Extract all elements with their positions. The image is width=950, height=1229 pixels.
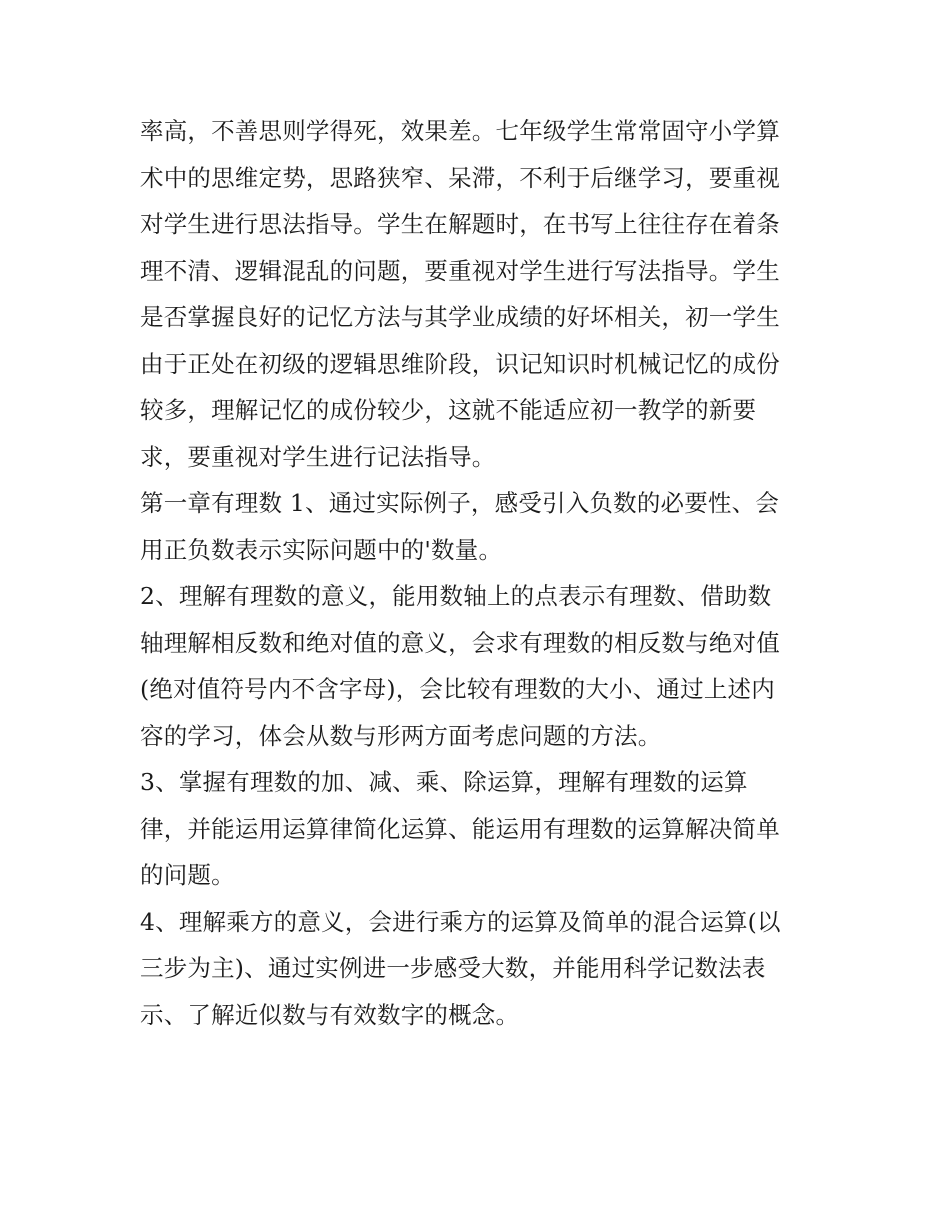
paragraph-chapter-one-item-1 [140, 480, 820, 573]
text-line: 示、了解近似数与有效数字的概念。 [140, 1000, 520, 1029]
paragraph-item-4 [140, 899, 820, 1039]
paragraph-study-methods [140, 108, 820, 480]
document-page [140, 108, 820, 1038]
text-line: 4、理解乘方的意义，会进行乘方的运算及简单的混合运算(以 [140, 907, 781, 936]
text-line: 对学生进行思法指导。学生在解题时，在书写上往往存在着条 [140, 210, 780, 238]
text-line: 第一章有理数 1、通过实际例子，感受引入负数的必要性、会 [140, 489, 780, 517]
text-line: 用正负数表示实际问题中的'数量。 [140, 535, 503, 564]
text-line: 理不清、逻辑混乱的问题，要重视对学生进行写法指导。学生 [140, 256, 780, 285]
text-line: 的问题。 [140, 861, 235, 889]
paragraph-item-3 [140, 759, 820, 899]
text-line: 是否掌握良好的记忆方法与其学业成绩的好坏相关，初一学生 [140, 303, 780, 331]
text-line: 较多，理解记忆的成份较少，这就不能适应初一教学的新要 [140, 396, 757, 424]
text-line: 求，要重视对学生进行记法指导。 [140, 442, 496, 471]
paragraph-item-2 [140, 573, 820, 759]
text-line: 率高，不善思则学得死，效果差。七年级学生常常固守小学算 [140, 117, 780, 145]
text-line: 容的学习，体会从数与形两方面考虑问题的方法。 [140, 721, 662, 750]
text-line: 律，并能运用运算律简化运算、能运用有理数的运算解决简单 [140, 814, 780, 843]
text-line: 轴理解相反数和绝对值的意义，会求有理数的相反数与绝对值 [140, 628, 780, 657]
text-line: 由于正处在初级的逻辑思维阶段，识记知识时机械记忆的成份 [140, 349, 780, 378]
text-line: (绝对值符号内不含字母)，会比较有理数的大小、通过上述内 [140, 675, 775, 703]
text-line: 3、掌握有理数的加、减、乘、除运算，理解有理数的运算 [140, 768, 748, 796]
text-line: 三步为主)、通过实例进一步感受大数，并能用科学记数法表 [140, 954, 766, 982]
text-line: 术中的思维定势，思路狭窄、呆滞，不利于后继学习，要重视 [140, 163, 780, 192]
text-line: 2、理解有理数的意义，能用数轴上的点表示有理数、借助数 [140, 582, 772, 610]
